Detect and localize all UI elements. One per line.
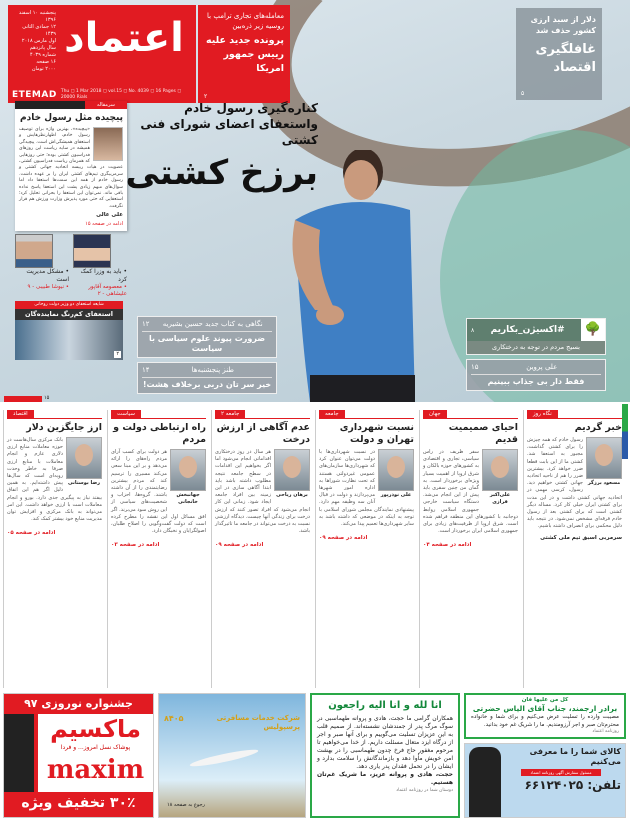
section-rule <box>423 418 518 419</box>
author-name: علی نوذرپور <box>380 492 412 498</box>
editorial-box[interactable] <box>15 101 127 231</box>
red-teaser[interactable] <box>198 5 290 103</box>
ad-discount: ۳۰٪ تخفیف ویژه <box>21 795 136 811</box>
teaser-page: ۱۲ <box>142 320 150 328</box>
column-title[interactable]: خبر گردیم <box>574 422 622 433</box>
date-line: ۱۲ جمادی الثانی ۱۴۳۹ <box>22 24 56 37</box>
column-title[interactable]: نسبت شهرداری تهران و دولت <box>339 422 414 445</box>
column-body: هر دولت برای کسب آرای مردم راه‌های را ارائه می‌دهد و بر این مبنا سعی می‌کند مسیری را ترسیم کند که مردم بیشترین رضایتمندی را از آن داشته باشند. گروه‌ها، احزاب و شخصیت‌های سیاسی از این روش سود می‌برند. اگر افق مسائل اول این نقشه را مطرح کرده است که دولت گفت‌وگویی را اصلاح طلبان، اصولگرایان و نخبگان دارد. <box>110 449 206 535</box>
continue-link[interactable]: ادامه در صفحه ۰۹ <box>319 535 368 542</box>
column-signature: سرمربی اسبق تیم ملی کشتی <box>540 534 622 541</box>
news-column[interactable] <box>107 410 209 688</box>
ad-title: انا لله و انا الیه راجعون <box>328 700 442 711</box>
ad-brand-en: maxim <box>46 755 145 785</box>
continue-link[interactable]: ادامه در صفحه ۰۵ <box>7 530 56 537</box>
continue-link[interactable]: ادامه در صفحه ۰۳ <box>111 542 160 549</box>
author-photo <box>66 437 102 479</box>
section-tag: نگاه روز <box>527 410 558 418</box>
people-silhouette <box>469 747 501 817</box>
teaser-title: ضرورت پیوند علوم سیاسی با سیاست <box>148 334 266 353</box>
ad-from: دوستان شما در روزنامه اعتماد <box>396 788 453 793</box>
photo-teaser[interactable] <box>15 301 123 360</box>
teaser-line: نگاهی به کتاب جدید حسین بشیریه <box>162 320 263 328</box>
photo-teaser-page: ۲ <box>116 351 119 358</box>
side-author: • نیوشا طبیبی - ۹ <box>27 284 69 291</box>
news-column[interactable] <box>211 410 313 688</box>
side-caption: • باید به وزرا کمک کرد <box>80 268 127 284</box>
columnist-photo <box>73 234 111 268</box>
main-kicker <box>130 100 318 148</box>
date-line: پنجشنبه ۱۰ اسفند ۱۳۹۶ <box>18 10 56 23</box>
ad-from: روزنامه اعتماد <box>592 729 619 734</box>
author-photo <box>586 437 622 479</box>
left-rail <box>15 101 127 360</box>
editorial-author: علی عالی <box>96 212 123 219</box>
grey-teaser-stack <box>137 316 277 394</box>
teaser-sub: معامله‌های تجاری ترامپ با روسیه زیر ذره‌بین <box>207 12 284 30</box>
date-line: سال پانزدهم <box>29 45 56 51</box>
author-name: مسعود برزگر <box>587 480 621 486</box>
section-rule <box>111 418 206 419</box>
teaser-page: ۱۴ <box>142 366 150 374</box>
teaser-page: ۵ <box>521 90 525 97</box>
side-caption: • مشکل مدیریت است <box>26 268 69 284</box>
author-photo <box>170 449 206 491</box>
right-ads <box>464 693 626 818</box>
ad-title: کالای شما را ما معرفی می‌کنیم <box>529 747 621 766</box>
side-author: • معصومه آقاپور علیشاهی - ۲ <box>88 284 127 298</box>
maxim-ad[interactable] <box>3 693 154 818</box>
teaser-title: غافلگیری اقتصاد <box>535 42 596 75</box>
editorial-body: «پیچیده»، بهترین واژه برای توصیف رسول خادم، اظهارنظرهایش و استعفای همیشگی‌اش است. پیچیدگی همیشه در سایه ریاست این روزهای فدراسیون کشتی بوده؛ حتی روزهایی که همزمان ریاست فدراسیون کشتی، عضویت در هیات رییسه اتحادیه جهانی کشتی و سرمربیگری تیم‌های کشتی ایران را بر عهده داشت. رسول خادم از همه این سمت‌ها استعفا داد اما سوال‌های مبهم زیادی پشت این استعفا پاسخ نداده باقی ماند. نمی‌توان این استعفا را بحرانی تحلیل کرد؛ استعفایی که حتی مورد پذیرش وزارت ورزش هم قرار نگرفت. <box>19 127 123 209</box>
ad-body: مصیبت وارده را تسلیت عرض می‌کنیم و برای شما و خانواده محترم‌تان صبر و اجر آرزومندیم. ما را شریک غم خود بدانید. <box>471 714 619 728</box>
continue-link[interactable]: ادامه در صفحه ۱۵ <box>85 221 123 228</box>
tree-icon: 🌳 <box>581 319 605 341</box>
side-item[interactable] <box>15 234 69 298</box>
photo-teaser-image <box>15 320 123 360</box>
ad-code: ۸۴۰۵ <box>164 714 184 723</box>
section-rule <box>527 418 622 419</box>
teaser-line: بسیج مردم در توجه به درختکاری <box>467 341 605 354</box>
ad-brand: ماکسیم <box>50 715 141 743</box>
continue-link[interactable]: ادامه در صفحه ۰۴ <box>423 542 472 549</box>
editorial-bar <box>15 101 127 109</box>
teaser-title: پرونده جدید علیه رییس جمهور امریکا <box>205 35 284 74</box>
issue-meta: Thu ◻ 1 Mar 2018 ◻ vol.15 ◻ No. 4039 ◻ 16 Pages ◻ 20000 Rials <box>60 89 182 100</box>
date-line: اول مارس ۲۰۱۸ <box>21 38 56 44</box>
date-line: شماره ۴۰۳۹ <box>30 52 56 58</box>
masthead-footer <box>12 89 192 100</box>
column-title[interactable]: عدم آگاهی از ارزش درخت <box>216 422 310 445</box>
date-line: ۱۶ صفحه <box>36 59 56 65</box>
model-silhouette <box>4 714 34 792</box>
condolence-ad[interactable] <box>310 693 460 818</box>
column-body: سفر ظریف در راس سیاسی، تجاری و اقتصادی به کشورهای حوزه بالکان و شرق اروپا از اهمیت بسیار ویژه‌ای برخوردار است. به گمان من چنین سفری باید پیش از این انجام می‌شد. دستگاه سیاست خارجی جمهوری اسلامی روابط دوجانبه با کشورهای این منطقه فراهم شده است. شرق اروپا از ظرفیت‌های زیادی برای جمهوری اسلامی ایران برخوردار است. <box>423 449 518 535</box>
ad-verse: کل من علیها فان <box>521 697 569 703</box>
column-title[interactable]: راه ارتباطی دولت و مردم <box>113 422 206 445</box>
column-body: هر سال در روز درختکاری اقداماتی انجام می‌شود اما اگر بخواهیم این اقدامات در سطح جامعه نتیجه مطلوب داشته باشد باید ابتدا آگاهی سازی در این زمینه بین افراد جامعه ایجاد شود. زمانی این کار انجام می‌شود که افراد تصور کنند که ارزش درخت برای زندگی آنها چیست. دیدگاه ارزشی نسبت به درخت می‌تواند در جامعه ما تاثیرگذار باشد. <box>215 449 310 535</box>
section-tag: اقتصاد <box>7 410 34 418</box>
grey-teaser[interactable] <box>516 8 602 100</box>
column-body: بانک مرکزی سال‌هاست در حوزه معاملات منابع ارزی دلاری عازم و انجام معاملات با منابع ارزی صرفا به خاطر وحدت رویه‌ای است که سال‌ها پیش داشته‌ایم. به همین دلیل اگر هم این اتفاق بیفتد نیاز به پیگیری جدی دارد. بورو و انجام معاملات است با ارزی خواهد داشت. این امر می‌تواند به بانک مرکزی و افزایش توان مدیریت منابع خود بیشتر کمک کند. <box>7 437 102 523</box>
news-column[interactable] <box>419 410 521 688</box>
editorial-section: سرمقاله <box>85 101 127 109</box>
airplane-icon <box>189 747 259 769</box>
kicker-line: کناره‌گیری رسول خادم <box>184 101 318 115</box>
column-body: در نسبت شهرداری‌ها با دولت می‌توان عنوان کرد که شهرداری‌ها سازمان‌های عمومی غیردولتی هستند که تحت نظارت شوراها به اداره امور شهرها می‌پردازند و دولت در قبال آنان سه وظیفه مهم دارد. پیشنهادی نمایندگان مجلس شورای اسلامی با توجه به اینکه در موضعی که داشته باشد به سایر شهرداری‌ها تعمیم پیدا می‌کند. <box>319 449 414 528</box>
travel-ad[interactable] <box>158 693 306 818</box>
column-body: رسول خادم که همه چیزش را برای کشتی گذاشت، مجبور به استعفا شد. کشتی ما از این بابت قطعا ضرر خواهد کرد. بیشترین ضرر را هم از ناحیه اتحادیه جهانی کشتی خواهیم دید. رسول، کرسی مهمی در اتحادیه جهانی کشتی داشت و در این مدت برای کشتی ایران خیلی کار کرد. مساله دیگر کشتی است که برای کشتی بعد از رسول خادم فرقه‌ای مشخص نمی‌شود. در نتیجه باید دلیل محکمی برای انصراف داشته باشیم. <box>527 437 622 530</box>
column-title[interactable]: ارز جایگزین دلار <box>26 422 102 433</box>
teaser-title: فقط دار بی جذاب ببینیم <box>487 377 585 386</box>
teaser-line: علی پروین <box>526 363 558 371</box>
section-tag: جهان <box>423 410 447 418</box>
author-name: رضا بوستانی <box>67 480 101 486</box>
ad-body: همکاران گرامی ما حجت، هادی و پروانه طهماسبی در سوگ مرگ پدر از جمندشان نشسته‌اند. از صمیم قلب به این عزیزان تسلیت می‌گوییم و برای آنها صبر و اجر از درگاه ایزد متعال مسئلت داریم. از خدا می‌خواهیم تا مرحوم مغفور حاج فرخ چدون طهماسبی را در بهشت امن خویش مأوا دهد و بازماندگانش را سلامت بدارد و ایشان را در تحمل فقدان پدر یاری دهد. <box>317 715 453 770</box>
editorial-title: پیچیده مثل رسول خادم <box>20 113 123 123</box>
date-line: ۲۰۰۰ تومان <box>31 66 56 72</box>
strip-page: ۱۵ <box>44 395 50 401</box>
news-column[interactable] <box>523 410 625 688</box>
teaser-sub: دلار از سبد ارزی کشور حذف شد <box>530 15 596 35</box>
section-tag: سیاست <box>111 410 141 418</box>
red-strip <box>4 396 42 402</box>
ad-title: شرکت خدمات مسافرتی پرسپولیس <box>216 714 300 731</box>
ad-sign: حجت، هادی و پروانه عزیز، ما شریک غم‌تان هستیم. <box>317 771 453 786</box>
section-tag: جامعه <box>319 410 345 418</box>
grey-teaser-box[interactable] <box>137 362 277 394</box>
logo-english: ETEMAD <box>12 90 57 100</box>
author-photo <box>482 449 518 491</box>
teaser-page: ۲ <box>204 93 208 100</box>
teaser-page: ۱۵ <box>471 363 479 371</box>
section-rule <box>7 418 102 419</box>
author-photo <box>93 127 123 161</box>
grey-teaser-box[interactable] <box>466 359 606 391</box>
side-items <box>15 234 127 298</box>
main-headline[interactable]: برزخ کشتی <box>125 153 318 193</box>
ad-sub: مسئول سفارش آگهی روزنامه اعتماد <box>521 769 601 776</box>
grey-teaser-box[interactable] <box>137 316 277 358</box>
section-tag: جامعه ۲ <box>215 410 245 418</box>
news-column[interactable] <box>3 410 105 688</box>
teaser-page: ۸ <box>471 326 475 334</box>
ad-note: رجوع به صفحه ۱۸ <box>167 802 205 808</box>
logo-mark: اعتماد <box>64 15 184 61</box>
teaser-title: #اکسیژن_بکاریم <box>490 325 565 335</box>
ad-phone: تلفن: ۶۶۱۲۴۰۲۵ <box>524 778 621 792</box>
section-rule <box>319 418 414 419</box>
side-item[interactable] <box>73 234 127 298</box>
teaser-title: خیر سر تان دربی برخلاف هشت! <box>142 380 272 389</box>
issue-date <box>12 10 56 73</box>
section-rule <box>215 418 310 419</box>
author-name: برهان ریاحی <box>276 492 308 498</box>
ad-festival: جشنواره نوروزی ۹۷ <box>24 697 133 710</box>
news-column[interactable] <box>315 410 417 688</box>
continue-link[interactable]: ادامه در صفحه ۰۹ <box>215 542 264 549</box>
kicker-line: واستعفای اعضای شورای فنی کشتی <box>140 117 318 147</box>
author-photo <box>378 449 414 491</box>
photo-teaser-title: استعفای کم‌رنگ نماینده‌گان <box>25 310 113 319</box>
author-photo <box>274 449 310 491</box>
masthead-logo[interactable] <box>8 5 196 103</box>
author-name: علی‌اکبر فرازی <box>489 492 511 505</box>
column-title[interactable]: احیای صمیمیت قدیم <box>448 422 518 445</box>
author-name: جهانبخش خانجانی <box>176 492 200 505</box>
green-teaser-box[interactable] <box>466 318 606 355</box>
promo-ad[interactable] <box>464 743 626 818</box>
ad-title: برادر ارجمند، جناب آقای الیاس حضرتی <box>472 704 618 713</box>
photo-teaser-kicker: شایعه استعفای دو وزیر دولت روحانی <box>15 301 123 309</box>
condolence-ad-small[interactable] <box>464 693 626 739</box>
columnist-photo <box>15 234 53 268</box>
teaser-line: طنز پنجشنبه‌ها <box>191 366 234 374</box>
green-teaser-stack <box>466 318 606 391</box>
wrestler-photo <box>285 150 415 402</box>
ad-slogan: پوشاک نسل امروز... و فردا <box>60 744 131 751</box>
